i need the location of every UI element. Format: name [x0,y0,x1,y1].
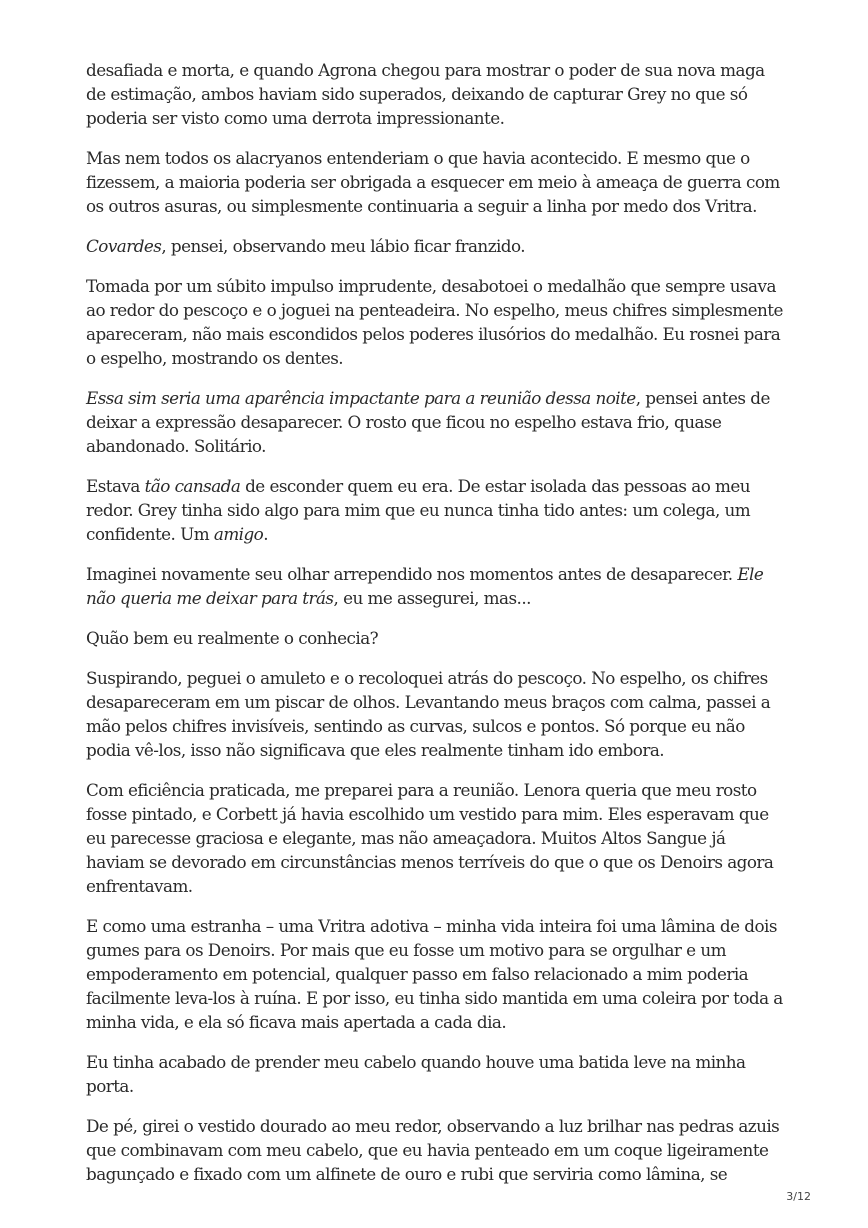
paragraph [86,274,786,370]
paragraph [86,914,786,1034]
paragraph-text: Quão bem eu realmente o conhecia? [86,628,379,648]
paragraph-text: Estava [86,476,145,496]
paragraph [86,58,786,130]
paragraph-text: Suspirando, peguei o amuleto e o recoloquei atrás do pescoço. No espelho, os chifres desapareceram em um piscar de olhos. Levantando meus braços com calma, passei a mão pelos chifres invisíveis, sentindo as curvas, sulcos e pontos. Só porque eu não podia vê-los, isso não significava que eles realmente tinham ido embora. [86,668,771,760]
paragraph-text: Com eficiência praticada, me preparei para a reunião. Lenora queria que meu rosto fosse pintado, e Corbett já havia escolhido um vestido para mim. Eles esperavam que eu parecesse graciosa e elegante, mas não ameaçadora. Muitos Altos Sangue já haviam se devorado em circunstâncias menos terríveis do que o que os Denoirs agora enfrentavam. [86,780,774,896]
paragraph [86,1050,786,1098]
paragraph [86,778,786,898]
paragraph-text-italic: tão cansada [144,476,241,496]
paragraph-text: de esconder quem eu era. De estar isolada das pessoas ao meu redor. Grey tinha sido algo para mim que eu nunca tinha tido antes: um colega, um confidente. Um [86,476,751,544]
paragraph [86,146,786,218]
paragraph [86,666,786,762]
paragraph-text-italic: amigo [213,524,264,544]
paragraph-text: Imaginei novamente seu olhar arrependido nos momentos antes de desaparecer. [86,564,738,584]
page-number: 3/12 [786,1190,811,1203]
paragraph-text: De pé, girei o vestido dourado ao meu redor, observando a luz brilhar nas pedras azuis que combinavam com meu cabelo, que eu havia penteado em um coque ligeiramente bagunçado e fixado com um alfinete de ouro e rubi que serviria como lâmina, se [86,1116,780,1184]
paragraph [86,386,786,458]
paragraph-text: , eu me assegurei, mas... [333,588,531,608]
paragraph [86,474,786,546]
paragraph [86,234,786,258]
paragraph [86,1114,786,1186]
paragraph-text-italic: Ele não queria me deixar para trás [86,564,764,608]
paragraph-text: , pensei antes de deixar a expressão desaparecer. O rosto que ficou no espelho estava frio, quase abandonado. Solitário. [86,388,770,456]
paragraph [86,626,786,650]
paragraph [86,562,786,610]
paragraph-text: . [263,524,269,544]
paragraph-text: desafiada e morta, e quando Agrona chegou para mostrar o poder de sua nova maga de estimação, ambos haviam sido superados, deixando de capturar Grey no que só poderia ser visto como uma derrota impressionante. [86,60,765,128]
paragraph-text: Mas nem todos os alacryanos entenderiam o que havia acontecido. E mesmo que o fizessem, a maioria poderia ser obrigada a esquecer em meio à ameaça de guerra com os outros asuras, ou simplesmente continuaria a seguir a linha por medo dos Vritra. [86,148,780,216]
paragraph-text-italic: Covardes [86,236,162,256]
paragraph-text: E como uma estranha – uma Vritra adotiva – minha vida inteira foi uma lâmina de dois gumes para os Denoirs. Por mais que eu fosse um motivo para se orgulhar e um empoderamento em potencial, qualquer passo em falso relacionado a mim poderia facilmente leva-los à ruína. E por isso, eu tinha sido mantida em uma coleira por toda a minha vida, e ela só ficava mais apertada a cada dia. [86,916,783,1032]
paragraph-text: Eu tinha acabado de prender meu cabelo quando houve uma batida leve na minha porta. [86,1052,746,1096]
document-body [86,58,786,1202]
paragraph-text: Tomada por um súbito impulso imprudente, desabotoei o medalhão que sempre usava ao redor do pescoço e o joguei na penteadeira. No espelho, meus chifres simplesmente apareceram, não mais escondidos pelos poderes ilusórios do medalhão. Eu rosnei para o espelho, mostrando os dentes. [86,276,783,368]
paragraph-text: , pensei, observando meu lábio ficar franzido. [161,236,526,256]
paragraph-text-italic: Essa sim seria uma aparência impactante para a reunião dessa noite [86,388,636,408]
